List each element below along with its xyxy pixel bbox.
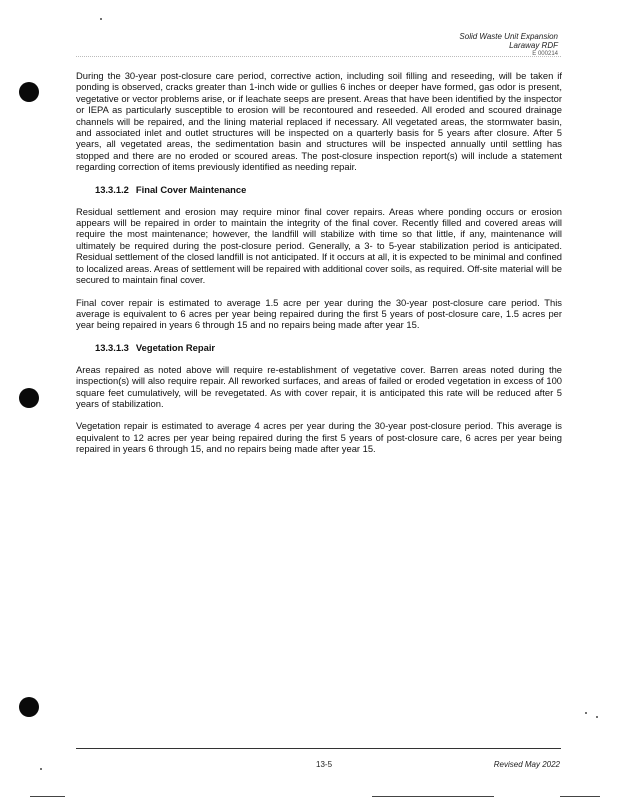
scan-edge-mark xyxy=(372,796,494,797)
running-header xyxy=(459,32,558,59)
paragraph: Residual settlement and erosion may require minor final cover repairs. Areas where ponding occurs or erosion appears will be repaired in order to maintain the integrity of the final cover. Recently filled and covered areas will require the most maintenance; however, the landfill will stabilize with time so that little, if any, maintenance will ultimately be required during the post-closure period. Generally, a 3- to 5-year stabilization period is anticipated. Residual settlement of the closed landfill is not anticipated. If it occurs at all, it is expected to be minimal and confined to localized areas. Areas of settlement will be repaired with additional cover soils, as required. Off-site material will be secured to maintain final cover. xyxy=(76,205,562,286)
scan-edge-mark xyxy=(560,796,600,797)
scan-speck xyxy=(40,768,42,770)
document-body xyxy=(76,70,562,466)
section-heading xyxy=(95,342,562,354)
binder-hole-mark xyxy=(19,697,39,717)
bates-stamp: E 000214 xyxy=(532,51,558,57)
header-title: Solid Waste Unit Expansion xyxy=(459,32,558,41)
revision-date: Revised May 2022 xyxy=(493,760,560,769)
scan-speck xyxy=(585,712,587,714)
section-title: Vegetation Repair xyxy=(135,341,216,353)
header-rule xyxy=(76,56,561,57)
footer-rule xyxy=(76,748,561,749)
paragraph: During the 30-year post-closure care period, corrective action, including soil filling and reseeding, will be taken if ponding is observed, cracks greater than 1-inch wide or gullies 6 inches or deeper have formed, gas odor is present, vegetative or vector problems arise, or if leachate seeps are present. Areas that have been identified by the inspector or IEPA as particularly susceptible to erosion will be recontoured and reseeded. All eroded and scoured drainage channels will be repaired, and the lining material replaced if necessary. All vegetated areas, the stormwater basin, and associated inlet and outlet structures will be inspected on a quarterly basis for 5 years after closure. After 5 years, all vegetated areas, the sedimentation basin and structures will be inspected annually until settling has stopped and there are no eroded or scoured areas. The post-closure inspection report(s) will include a statement regarding correction of items previously identified as needing repair. xyxy=(76,70,562,173)
paragraph: Areas repaired as noted above will require re-establishment of vegetative cover. Barren areas noted during the inspection(s) will also require repair. All reworked surfaces, and areas of failed or eroded vegetation in excess of 100 square feet cumulatively, will be revegetated. As with cover repair, it is anticipated this rate will be reduced after 5 years of stabilization. xyxy=(76,363,562,409)
scan-edge-mark xyxy=(30,796,65,797)
page-number: 13-5 xyxy=(316,760,333,769)
paragraph: Final cover repair is estimated to average 1.5 acre per year during the 30-year post-closure care period. This average is equivalent to 6 acres per year being repaired during the first 5 years of post-closure care, 1.5 acres per year being repaired in years 6 through 15 and no repairs being made after year 15. xyxy=(76,296,562,331)
paragraph: Vegetation repair is estimated to average 4 acres per year during the 30-year post-closure period. This average is equivalent to 12 acres per year being repaired during the first 5 years of post-closure care, 6 acres per year being repaired in years 6 through 15, and no repairs being made after year 15. xyxy=(76,420,562,455)
binder-hole-mark xyxy=(19,82,39,102)
section-heading xyxy=(95,184,562,196)
scan-speck xyxy=(100,18,102,20)
section-number: 13.3.1.2 xyxy=(95,183,129,195)
section-title: Final Cover Maintenance xyxy=(135,183,247,195)
binder-hole-mark xyxy=(19,388,39,408)
scan-speck xyxy=(596,716,598,718)
section-number: 13.3.1.3 xyxy=(95,341,129,353)
header-facility: Laraway RDF xyxy=(509,41,558,50)
